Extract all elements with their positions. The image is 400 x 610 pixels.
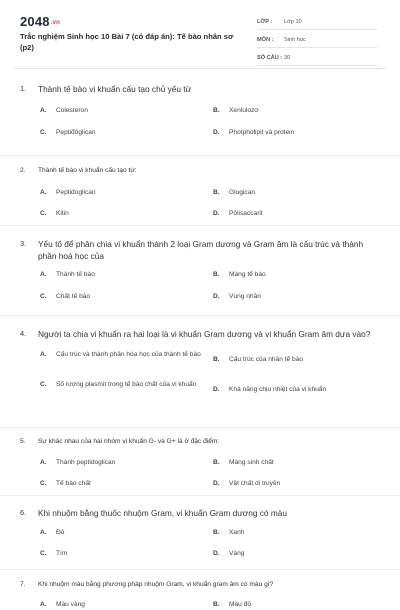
option-text: Glugican — [229, 189, 256, 196]
question-list — [0, 70, 400, 610]
question-number: 5. — [20, 438, 26, 445]
option-text: Màng sinh chất — [229, 459, 274, 466]
question-number: 4. — [20, 329, 27, 338]
meta-row-count — [257, 51, 377, 66]
answer-option[interactable] — [40, 270, 95, 279]
question-item — [0, 226, 400, 316]
answer-option[interactable] — [213, 106, 259, 115]
option-letter: B. — [213, 459, 220, 466]
option-letter: A. — [40, 601, 47, 608]
option-letter: B. — [213, 356, 220, 363]
option-text: Thành tế bào — [56, 271, 95, 278]
answer-option[interactable] — [213, 209, 263, 218]
answer-option[interactable] — [213, 292, 261, 301]
option-letter: C. — [40, 480, 47, 487]
option-text: Tím — [56, 550, 68, 557]
option-letter: C. — [40, 293, 47, 300]
option-letter: C. — [40, 381, 47, 388]
option-text: Peptidoglican — [56, 189, 96, 196]
question-number: 7. — [20, 581, 26, 588]
logo-main: 2048 — [20, 14, 50, 29]
answer-option[interactable] — [40, 106, 88, 115]
option-text: Kitin — [56, 210, 69, 217]
option-text: Số lượng plasmit trong tế bào chất của vi khuẩn — [56, 381, 197, 388]
meta-value: 30 — [284, 55, 291, 61]
answer-option[interactable] — [40, 600, 85, 609]
option-text: Colesteron — [56, 107, 88, 114]
option-text: Tế bào chất — [56, 480, 91, 487]
question-text: Yếu tố để phân chia vi khuẩn thành 2 loại Gram dương và Gram âm là cấu trúc và thành phần hoá học của — [38, 239, 364, 261]
option-letter: D. — [213, 210, 220, 217]
option-letter: B. — [213, 107, 220, 114]
answer-option[interactable] — [213, 600, 251, 609]
meta-label: MÔN : — [257, 37, 274, 43]
answer-option[interactable] — [213, 355, 303, 364]
page-header — [0, 0, 400, 66]
question-header — [20, 166, 380, 176]
option-letter: D. — [213, 550, 220, 557]
option-letter: D. — [213, 386, 220, 393]
answer-option[interactable] — [40, 528, 64, 537]
question-header — [20, 238, 380, 262]
option-letter: B. — [213, 189, 220, 196]
meta-row-subject — [257, 33, 377, 48]
option-text: Vùng nhân — [229, 293, 261, 300]
question-text: Sự khác nhau của hai nhóm vi khuẩn G- và G+ là ở đặc điểm: — [38, 438, 220, 445]
option-text: Thành peptidoglican — [56, 459, 116, 466]
question-header — [20, 83, 380, 95]
option-letter: A. — [40, 107, 47, 114]
meta-row-class — [257, 15, 377, 30]
option-text: Cấu trúc và thành phần hóa học của thành tế bào — [56, 351, 201, 358]
answer-option[interactable] — [213, 128, 294, 137]
question-item — [0, 496, 400, 570]
question-header — [20, 328, 380, 340]
option-text: Xanh — [229, 529, 245, 536]
answer-option[interactable] — [40, 380, 210, 389]
option-text: Peptiđôglican — [56, 129, 96, 136]
answer-option[interactable] — [213, 458, 274, 467]
option-letter: C. — [40, 129, 47, 136]
option-letter: A. — [40, 351, 47, 358]
question-item — [0, 316, 400, 428]
answer-option[interactable] — [40, 292, 90, 301]
question-number: 2. — [20, 167, 26, 174]
question-item — [0, 156, 400, 226]
answer-option[interactable] — [213, 188, 255, 197]
option-letter: A. — [40, 271, 47, 278]
answer-option[interactable] — [40, 549, 67, 558]
answer-option[interactable] — [213, 479, 280, 488]
option-letter: B. — [213, 271, 220, 278]
option-letter: D. — [213, 129, 220, 136]
option-text: Chất tế bào — [56, 293, 91, 300]
answer-option[interactable] — [40, 188, 96, 197]
option-letter: C. — [40, 550, 47, 557]
page-title: Trắc nghiệm Sinh học 10 Bài 7 (có đáp án): Tế bào nhân sơ (p2) — [20, 32, 234, 52]
question-text: Thành tế bào vi khuẩn cấu tạo chủ yếu từ — [38, 84, 192, 94]
question-number: 1. — [20, 84, 27, 93]
option-letter: A. — [40, 529, 47, 536]
option-text: Vàng — [229, 550, 245, 557]
answer-option[interactable] — [213, 528, 244, 537]
question-text: Thành tế bào vi khuẩn cấu tạo từ: — [38, 167, 137, 174]
question-number: 6. — [20, 508, 27, 517]
logo-suffix: .vn — [50, 19, 61, 26]
answer-option[interactable] — [40, 479, 91, 488]
question-header — [20, 580, 380, 590]
option-text: Photpholipit và protein — [229, 129, 295, 136]
option-text: Cấu trúc của nhân tế bào — [229, 356, 304, 363]
answer-option[interactable] — [40, 458, 115, 467]
option-text: Pôlisaccarit — [229, 210, 263, 217]
question-number: 3. — [20, 239, 27, 248]
option-text: Màng tế bào — [229, 271, 266, 278]
answer-option[interactable] — [213, 270, 266, 279]
answer-option[interactable] — [40, 209, 69, 218]
question-item — [0, 570, 400, 610]
option-letter: A. — [40, 189, 47, 196]
option-text: Màu vàng — [56, 601, 85, 608]
meta-value: Lớp 10 — [284, 19, 302, 25]
question-text: Khi nhuộm màu bằng phương pháp nhuộm Gram, vi khuẩn gram âm có màu gì? — [38, 581, 274, 588]
option-text: Khả năng chịu nhiệt của vi khuẩn — [229, 386, 327, 393]
option-letter: B. — [213, 529, 220, 536]
question-header — [20, 437, 380, 447]
question-item — [0, 428, 400, 496]
option-letter: D. — [213, 293, 220, 300]
answer-option[interactable] — [213, 385, 326, 394]
answer-option[interactable] — [40, 128, 96, 137]
meta-label: SỐ CÂU : — [257, 55, 283, 61]
option-text: Vật chất di truyền — [229, 480, 281, 487]
answer-option[interactable] — [40, 350, 210, 359]
option-letter: D. — [213, 480, 220, 487]
option-text: Màu đỏ — [229, 601, 251, 608]
meta-value: Sinh học — [284, 37, 306, 43]
option-letter: B. — [213, 601, 220, 608]
site-logo[interactable] — [20, 14, 60, 29]
question-text: Người ta chia vi khuẩn ra hai loại là vi khuẩn Gram dương và vi khuẩn Gram âm dựa vào? — [38, 329, 371, 339]
meta-label: LỚP : — [257, 19, 273, 25]
quiz-meta — [257, 15, 377, 69]
option-text: Xenlulozơ — [229, 107, 259, 114]
option-letter: A. — [40, 459, 47, 466]
option-text: Đỏ — [56, 529, 65, 536]
option-letter: C. — [40, 210, 47, 217]
question-item — [0, 70, 400, 156]
question-text: Khi nhuộm bằng thuốc nhuộm Gram, vi khuẩn Gram dương có màu — [38, 508, 287, 518]
question-header — [20, 507, 380, 519]
header-divider — [14, 68, 386, 69]
answer-option[interactable] — [213, 549, 244, 558]
